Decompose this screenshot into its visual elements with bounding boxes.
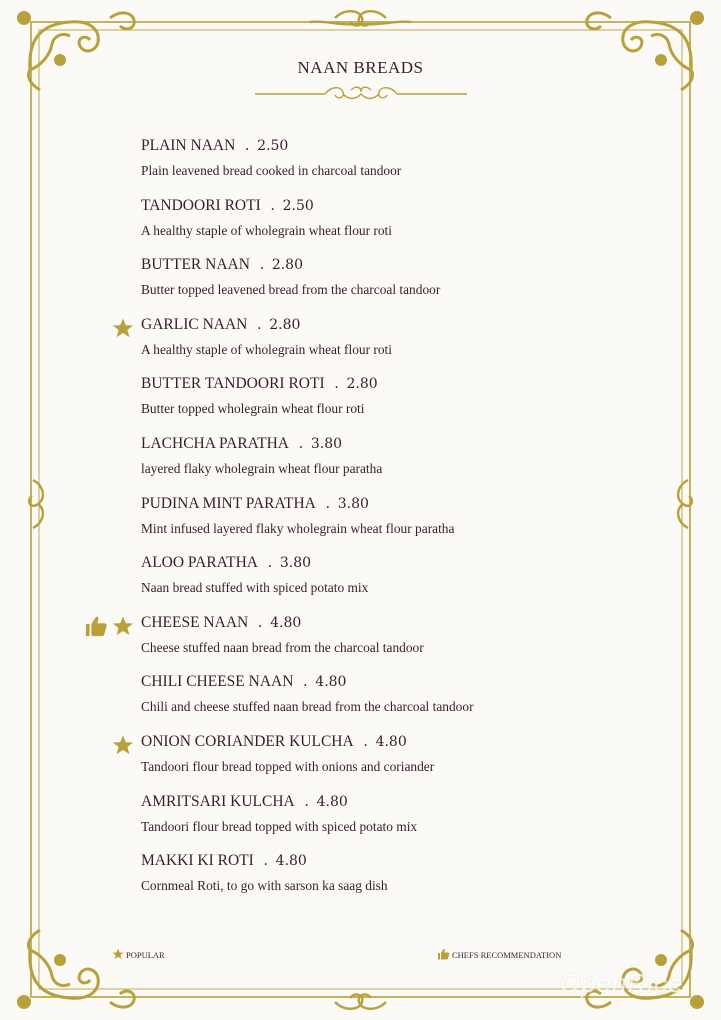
menu-item-price: 2.80: [269, 316, 301, 333]
title-flourish: [255, 84, 467, 104]
menu-item-heading: [141, 614, 301, 632]
menu-item-price: 4.80: [316, 793, 348, 810]
menu-item-heading: [141, 137, 288, 155]
menu-item: [0, 372, 721, 428]
menu-item: [0, 551, 721, 607]
menu-item: [0, 253, 721, 309]
menu-item-heading: [141, 852, 307, 870]
menu-item-price: 2.50: [257, 138, 289, 154]
menu-item-name: CHEESE NAAN: [141, 613, 249, 631]
menu-item-separator: .: [299, 435, 303, 452]
menu-item-description: Naan bread stuffed with spiced potato mix: [141, 580, 369, 596]
top-center-ornament: [310, 11, 411, 25]
menu-item: [0, 134, 721, 190]
menu-item-separator: .: [363, 733, 368, 750]
menu-item-name: ONION CORIANDER KULCHA: [141, 733, 354, 750]
menu-item-name: MAKKI KI ROTI: [141, 852, 254, 870]
menu-item-price: 4.80: [270, 614, 302, 631]
menu-item-description: A healthy staple of wholegrain wheat flour roti: [141, 341, 393, 357]
menu-item-heading: [141, 554, 311, 572]
menu-item-description: Tandoori flour bread topped with spiced potato mix: [141, 818, 418, 834]
corner-ornament-top-left: [17, 11, 134, 90]
menu-item-heading: [141, 673, 346, 691]
menu-item-name: GARLIC NAAN: [141, 315, 248, 333]
menu-item-heading: [141, 256, 303, 274]
menu-item-heading: [141, 375, 378, 393]
legend-chef: [437, 948, 561, 960]
star-icon: [112, 734, 134, 756]
menu-item: [0, 730, 721, 786]
corner-ornament-top-right: [587, 11, 704, 90]
menu-item-heading: [141, 495, 369, 513]
legend-popular: [112, 948, 165, 960]
menu-item-name: BUTTER TANDOORI ROTI: [141, 375, 325, 393]
menu-section-title: NAAN BREADS: [297, 58, 424, 77]
menu-item-price: 3.80: [279, 555, 312, 572]
menu-item-heading: [141, 316, 300, 334]
menu-item: [0, 492, 721, 548]
menu-item-description: Chili and cheese stuffed naan bread from the charcoal tandoor: [141, 699, 474, 715]
star-icon: [112, 948, 124, 960]
menu-item-price: 3.80: [310, 436, 343, 452]
menu-item-price: 2.80: [271, 257, 303, 274]
menu-item-name: ALOO PARATHA: [141, 554, 258, 572]
menu-item-price: 3.80: [337, 495, 369, 512]
menu-item-separator: .: [303, 673, 308, 691]
legend-popular-label: POPULAR: [126, 950, 165, 960]
menu-item: [0, 313, 721, 369]
menu-item-name: TANDOORI ROTI: [141, 196, 261, 214]
menu-item-heading: [141, 197, 314, 215]
legend-chef-label: CHEFS RECOMMENDATION: [452, 950, 562, 960]
menu-item-name: LACHCHA PARATHA: [141, 435, 289, 452]
menu-item-description: Butter topped leavened bread from the charcoal tandoor: [141, 282, 441, 298]
menu-item: [0, 670, 721, 726]
star-icon: [112, 317, 134, 339]
menu-item-heading: [141, 435, 342, 453]
menu-item-description: Plain leavened bread cooked in charcoal tandoor: [141, 163, 402, 178]
menu-item-description: layered flaky wholegrain wheat flour paratha: [141, 461, 383, 476]
menu-item-description: Cheese stuffed naan bread from the charcoal tandoor: [141, 639, 424, 655]
menu-item: [0, 849, 721, 905]
menu-item-price: 4.80: [375, 734, 407, 750]
menu-item-separator: .: [267, 554, 272, 572]
menu-item-name: PLAIN NAAN: [141, 137, 236, 154]
menu-item-separator: .: [257, 315, 262, 333]
menu-item: [0, 790, 721, 846]
menu-item-name: CHILI CHEESE NAAN: [141, 673, 294, 691]
thumbs-up-icon: [437, 948, 450, 960]
menu-item-price: 4.80: [275, 853, 307, 870]
menu-item-price: 2.50: [282, 197, 314, 214]
menu-item-name: BUTTER NAAN: [141, 256, 250, 274]
star-icon: [112, 615, 134, 637]
menu-item-description: Cornmeal Roti, to go with sarson ka saag dish: [141, 878, 388, 894]
menu-item-price: 4.80: [315, 674, 347, 691]
menu-item-separator: .: [325, 494, 330, 512]
menu-item-separator: .: [259, 256, 264, 274]
menu-item-separator: .: [245, 137, 250, 154]
menu-item-separator: .: [334, 375, 339, 393]
menu-item-description: Mint infused layered flaky wholegrain wheat flour paratha: [141, 520, 455, 536]
menu-item-description: Butter topped wholegrain wheat flour roti: [141, 401, 365, 417]
menu-item-separator: .: [263, 852, 268, 870]
thumbs-up-icon: [84, 615, 108, 637]
menu-item-separator: .: [258, 613, 263, 631]
menu-item: [0, 194, 721, 250]
menu-item-separator: .: [270, 196, 275, 214]
menu-item-description: Tandoori flour bread topped with onions and coriander: [141, 759, 435, 774]
menu-item-description: A healthy staple of wholegrain wheat flour roti: [141, 222, 393, 238]
menu-item-name: PUDINA MINT PARATHA: [141, 494, 316, 512]
menu-item-heading: [141, 793, 348, 811]
watermark: OpenRice: [560, 968, 684, 998]
menu-item-price: 2.80: [346, 376, 378, 393]
menu-item-heading: [141, 733, 407, 751]
menu-item: [0, 432, 721, 488]
menu-item: [0, 611, 721, 667]
menu-item-separator: .: [304, 792, 309, 810]
menu-item-name: AMRITSARI KULCHA: [141, 792, 295, 810]
